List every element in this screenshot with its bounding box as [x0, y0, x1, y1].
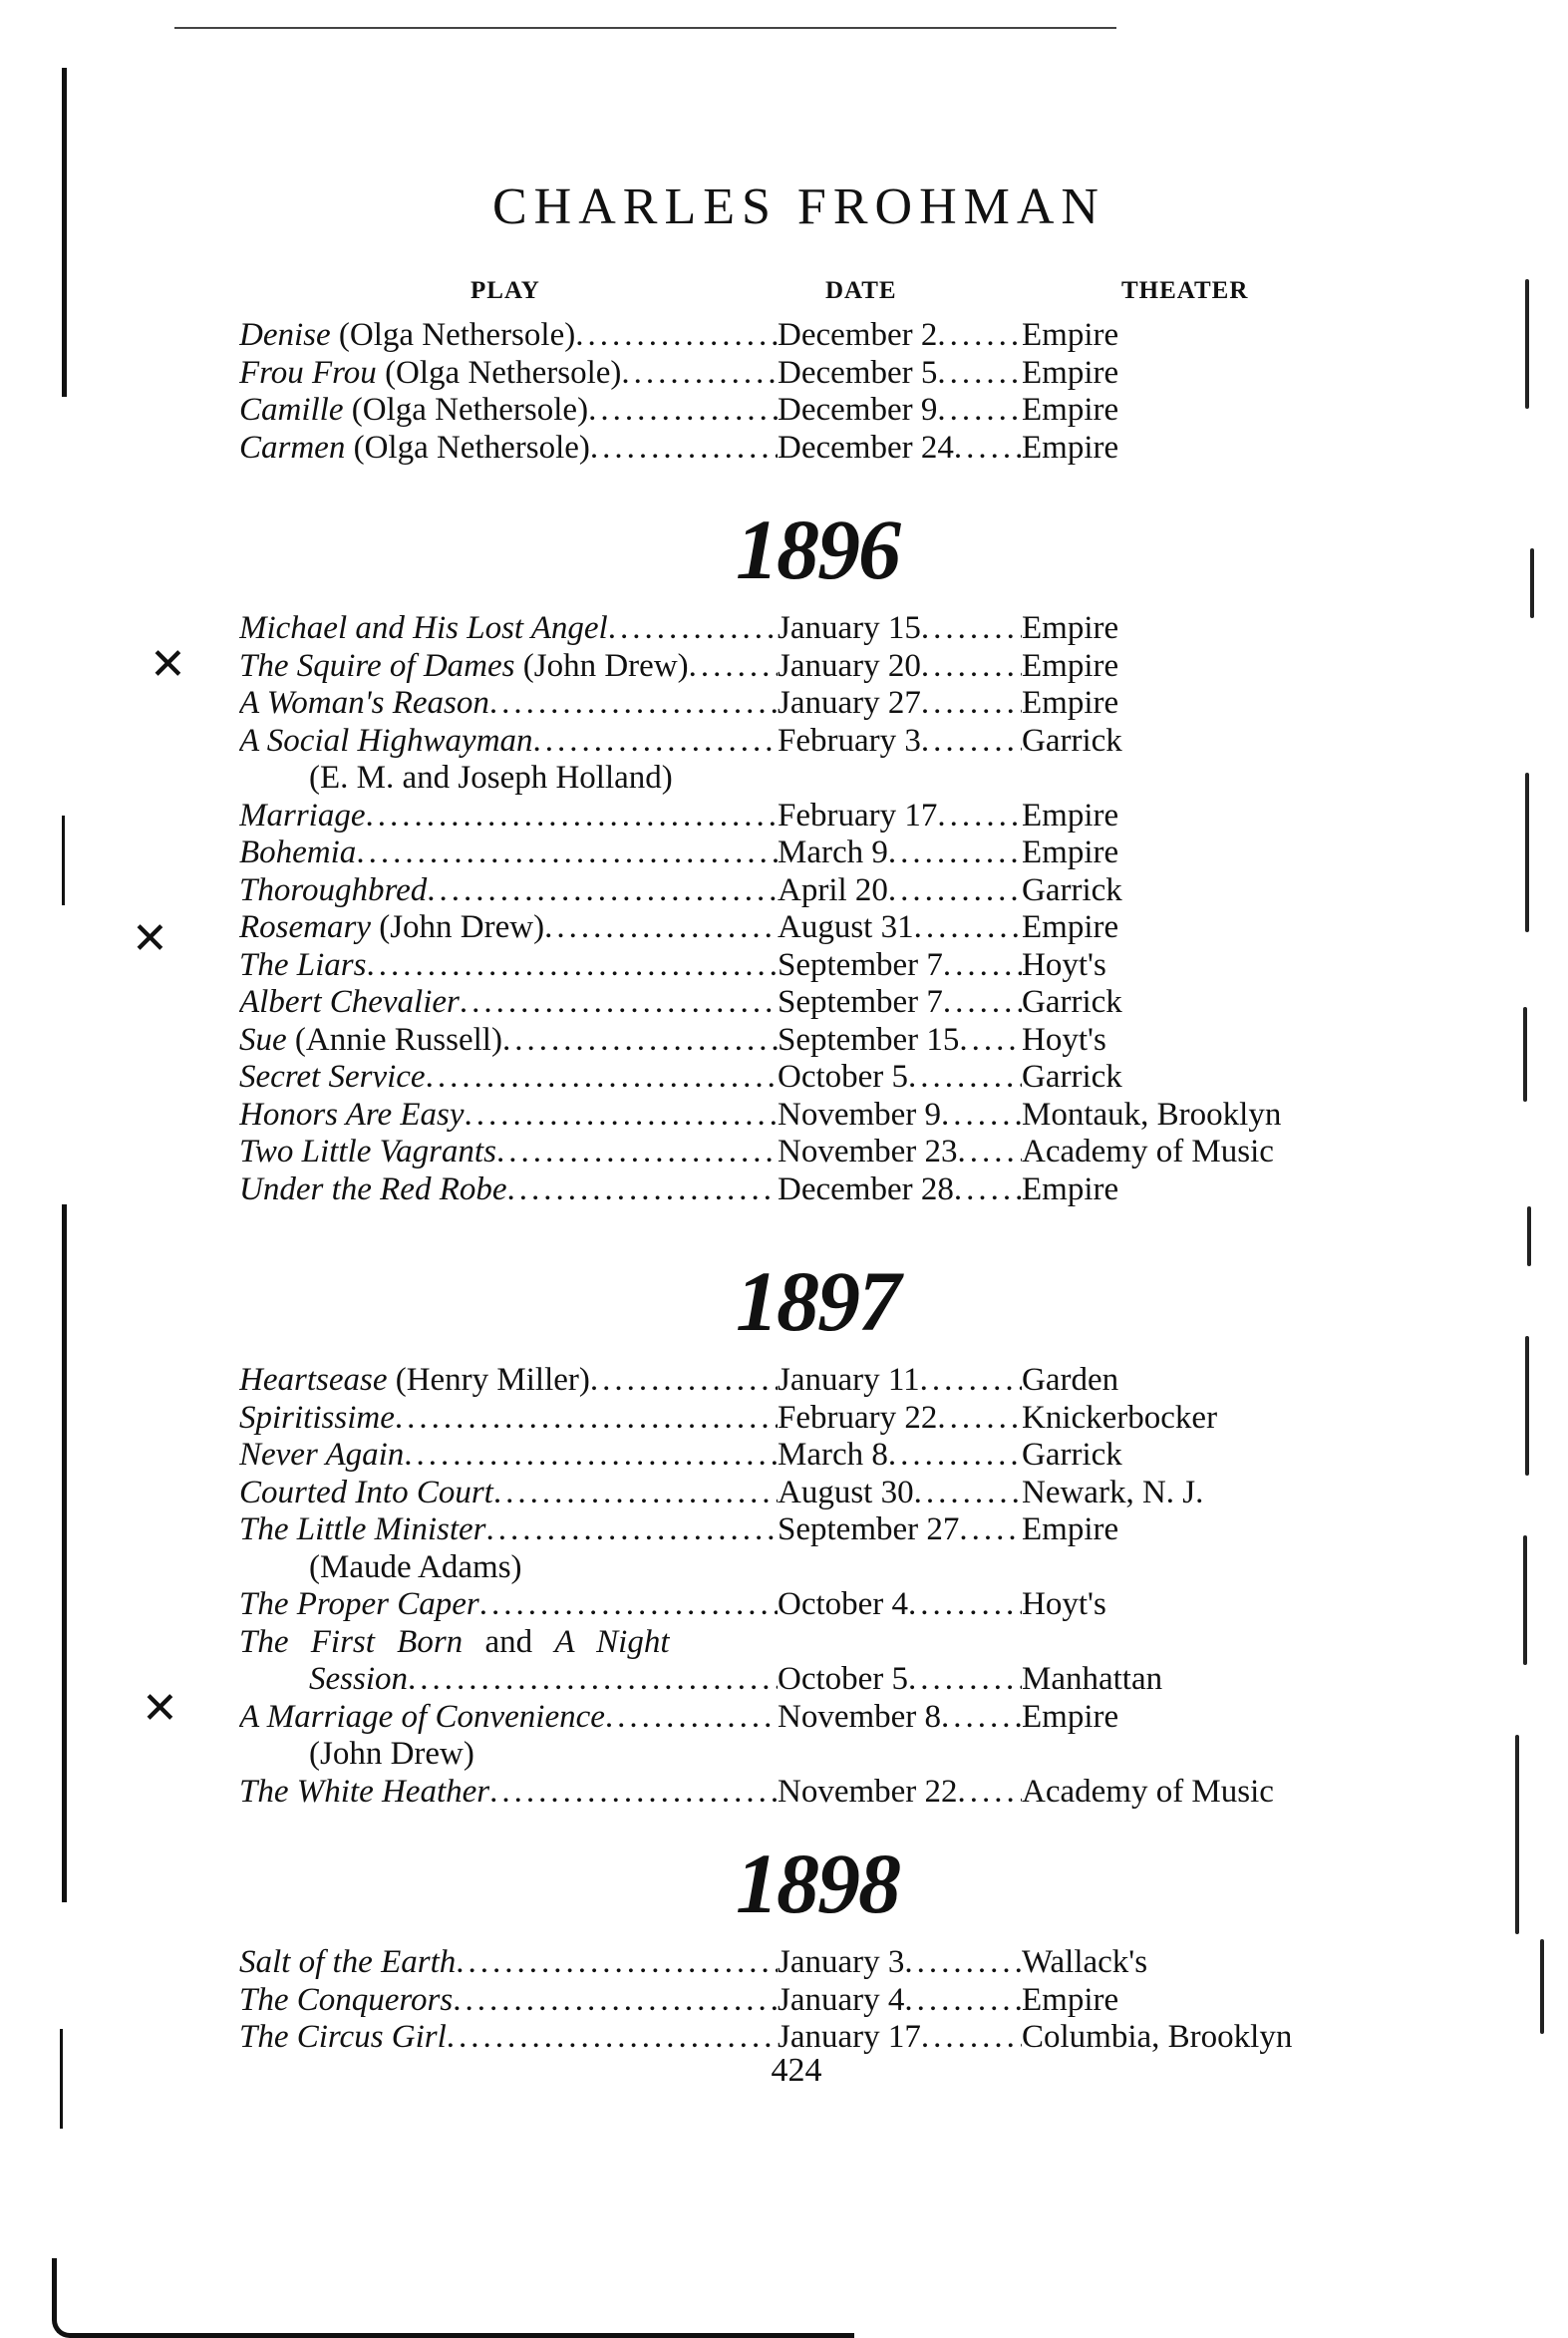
- play-title: Albert Chevalier: [239, 984, 460, 1020]
- play-row: [239, 1774, 1356, 1812]
- margin-stroke: [1540, 1939, 1544, 2034]
- page-number: 424: [771, 2052, 822, 2089]
- play-row: [239, 317, 1356, 355]
- play-theater: Empire: [1022, 317, 1119, 353]
- season-section: [239, 317, 1356, 467]
- play-list: [239, 317, 1356, 467]
- play-date: January 11: [778, 1362, 920, 1398]
- play-row: [239, 1511, 1356, 1549]
- play-row: [239, 984, 1356, 1022]
- play-title: The First Born: [239, 1623, 464, 1660]
- season-section-1898: [239, 1836, 1356, 2057]
- play-row: [239, 648, 1356, 686]
- play-date: November 23: [778, 1134, 958, 1169]
- play-date: February 22: [778, 1399, 938, 1436]
- margin-stroke: [1530, 548, 1534, 618]
- margin-stroke: [1525, 279, 1529, 409]
- play-date: January 4: [778, 1981, 905, 2018]
- play-title: Denise: [239, 317, 331, 353]
- play-date: December 5: [778, 354, 938, 391]
- play-date: October 5: [778, 1661, 909, 1697]
- play-date: January 27: [778, 685, 921, 721]
- play-row: [239, 1022, 1356, 1060]
- play-theater: Wallack's: [1022, 1944, 1148, 1980]
- play-title: Heartsease: [239, 1362, 388, 1398]
- x-mark-icon: ✕: [132, 913, 168, 964]
- play-title: Salt of the Earth: [239, 1944, 457, 1980]
- play-date: December 2: [778, 317, 938, 353]
- play-title: The White Heather: [239, 1773, 490, 1810]
- play-date: December 24: [778, 429, 954, 466]
- margin-stroke: [1525, 1336, 1529, 1476]
- play-theater: Empire: [1022, 610, 1119, 646]
- play-theater: Hoyt's: [1022, 946, 1106, 983]
- play-title: A Social Highwayman: [239, 722, 533, 759]
- play-theater: Empire: [1022, 392, 1119, 428]
- play-row: [239, 835, 1356, 872]
- margin-stroke: [1523, 1007, 1527, 1102]
- play-row: [239, 1661, 1356, 1699]
- play-theater: Garrick: [1022, 1059, 1122, 1095]
- play-date: October 5: [778, 1059, 909, 1095]
- play-cast-note: (John Drew): [309, 1736, 474, 1772]
- play-note: (John Drew): [514, 647, 689, 684]
- play-row: [239, 610, 1356, 648]
- play-date: January 3: [778, 1944, 905, 1980]
- play-theater: Empire: [1022, 835, 1119, 870]
- bottom-corner-mark: [52, 2258, 854, 2338]
- play-date: January 15: [778, 610, 921, 646]
- year-heading: 1897: [736, 1253, 899, 1349]
- play-title: Two Little Vagrants: [239, 1134, 496, 1169]
- play-title: The Liars: [239, 946, 367, 983]
- play-date: September 7: [778, 946, 943, 983]
- play-title: Never Again: [239, 1437, 405, 1473]
- play-row: [239, 1059, 1356, 1097]
- play-row: [239, 1982, 1356, 2020]
- play-theater: Knickerbocker: [1022, 1399, 1218, 1436]
- play-row: [239, 1134, 1356, 1171]
- play-title: Michael and His Lost Angel: [239, 610, 608, 646]
- play-row: [239, 1699, 1356, 1737]
- year-heading: 1896: [736, 501, 899, 597]
- play-date: December 9: [778, 392, 938, 428]
- column-header-date: DATE: [825, 277, 897, 304]
- play-date: September 27: [778, 1511, 960, 1547]
- play-theater: Columbia, Brooklyn: [1022, 2019, 1293, 2055]
- column-header-theater: THEATER: [1121, 277, 1249, 304]
- play-date: September 15: [778, 1021, 960, 1058]
- margin-line: [62, 1204, 67, 1902]
- page-title: CHARLES FROHMAN: [492, 178, 1105, 235]
- column-header-play: PLAY: [470, 277, 540, 304]
- play-title: Carmen: [239, 429, 346, 466]
- play-row: [239, 430, 1356, 468]
- play-note: (Henry Miller): [387, 1362, 590, 1398]
- play-row: [239, 1400, 1356, 1438]
- play-date: November 8: [778, 1698, 942, 1735]
- play-theater: Garrick: [1022, 984, 1122, 1020]
- play-title-second: A Night: [554, 1623, 670, 1660]
- play-date: January 17: [778, 2019, 921, 2055]
- play-title: Honors Are Easy: [239, 1096, 465, 1133]
- play-theater: Empire: [1022, 1511, 1119, 1547]
- play-row: [239, 1097, 1356, 1135]
- play-date: March 8: [778, 1437, 888, 1473]
- play-row: [239, 1437, 1356, 1475]
- play-row: [239, 355, 1356, 393]
- play-note: (Olga Nethersole): [343, 392, 589, 428]
- play-theater: Montauk, Brooklyn: [1022, 1096, 1282, 1133]
- play-theater: Empire: [1022, 909, 1119, 945]
- play-theater: Empire: [1022, 354, 1119, 391]
- play-title: Thoroughbred: [239, 871, 428, 908]
- play-title: The Little Minister: [239, 1511, 486, 1547]
- margin-stroke: [1515, 1735, 1519, 1934]
- play-theater: Hoyt's: [1022, 1586, 1106, 1622]
- play-date: December 28: [778, 1170, 954, 1207]
- season-section-1896: [239, 501, 1356, 1208]
- play-date: April 20: [778, 871, 888, 908]
- play-date: September 7: [778, 984, 943, 1020]
- play-row: [239, 872, 1356, 910]
- play-theater: Academy of Music: [1022, 1134, 1274, 1169]
- play-list: [239, 1944, 1356, 2057]
- play-theater: Empire: [1022, 429, 1119, 466]
- play-title: The Proper Caper: [239, 1586, 479, 1622]
- play-title: Courted Into Court: [239, 1474, 493, 1510]
- top-rule: [174, 27, 1116, 29]
- play-list: [239, 1362, 1356, 1811]
- play-note: (Olga Nethersole): [345, 429, 590, 466]
- play-theater: Garrick: [1022, 871, 1122, 908]
- play-theater: Hoyt's: [1022, 1021, 1106, 1058]
- season-section-1897: [239, 1253, 1356, 1811]
- play-date: November 22: [778, 1773, 958, 1810]
- x-mark-icon: ✕: [142, 1683, 178, 1734]
- play-title: A Marriage of Convenience: [239, 1698, 605, 1735]
- play-title: Rosemary: [239, 909, 371, 945]
- play-title: Camille: [239, 392, 344, 428]
- play-note: (Olga Nethersole): [330, 317, 576, 353]
- x-mark-icon: ✕: [150, 639, 186, 690]
- play-cast-note: (Maude Adams): [309, 1548, 522, 1585]
- margin-line: [62, 816, 65, 905]
- play-theater: Empire: [1022, 685, 1119, 721]
- play-row: [239, 1944, 1356, 1982]
- play-theater: Empire: [1022, 1981, 1119, 2018]
- play-theater: Garrick: [1022, 722, 1122, 759]
- play-title: Spiritissime: [239, 1399, 395, 1436]
- play-date: February 17: [778, 797, 938, 834]
- play-row: [239, 723, 1356, 761]
- play-list: [239, 610, 1356, 1208]
- play-row: [239, 2019, 1356, 2057]
- play-note: (Olga Nethersole): [376, 354, 622, 391]
- play-date: January 20: [778, 647, 921, 684]
- play-title: Secret Service: [239, 1059, 426, 1095]
- play-date: November 9: [778, 1096, 942, 1133]
- play-theater: Manhattan: [1022, 1661, 1163, 1697]
- play-title: The Squire of Dames: [239, 647, 515, 684]
- play-row: [239, 1171, 1356, 1209]
- play-theater: Garrick: [1022, 1437, 1122, 1473]
- play-note: and: [463, 1623, 555, 1660]
- play-row: [239, 1624, 1356, 1662]
- play-date: February 3: [778, 722, 921, 759]
- play-cast-note: (E. M. and Joseph Holland): [309, 760, 673, 796]
- play-row: [239, 1362, 1356, 1400]
- play-theater: Empire: [1022, 797, 1119, 834]
- play-date: August 30: [778, 1474, 914, 1510]
- play-theater: Academy of Music: [1022, 1773, 1274, 1810]
- play-theater: Newark, N. J.: [1022, 1474, 1204, 1510]
- play-row: [239, 685, 1356, 723]
- play-row: [239, 1586, 1356, 1624]
- play-title: Sue: [239, 1021, 287, 1058]
- play-date: August 31: [778, 909, 914, 945]
- margin-stroke: [1527, 1206, 1531, 1266]
- play-date: October 4: [778, 1586, 909, 1622]
- play-title: Frou Frou: [239, 354, 377, 391]
- margin-stroke: [1525, 773, 1529, 932]
- play-date: March 9: [778, 835, 888, 870]
- play-title: Marriage: [239, 797, 366, 834]
- play-row: [239, 947, 1356, 985]
- play-row: [239, 798, 1356, 835]
- play-title: The Conquerors: [239, 1981, 454, 2018]
- play-theater: Garden: [1022, 1362, 1119, 1398]
- play-title: Bohemia: [239, 835, 357, 870]
- play-row: [239, 1475, 1356, 1512]
- play-title: The Circus Girl: [239, 2019, 447, 2055]
- play-note: (Annie Russell): [286, 1021, 502, 1058]
- play-title: Session: [309, 1661, 408, 1697]
- margin-stroke: [1523, 1535, 1527, 1665]
- play-row: [239, 909, 1356, 947]
- play-theater: Empire: [1022, 647, 1119, 684]
- year-heading: 1898: [736, 1836, 899, 1931]
- play-title: A Woman's Reason: [239, 685, 489, 721]
- play-theater: Empire: [1022, 1698, 1119, 1735]
- play-note: (John Drew): [370, 909, 545, 945]
- play-theater: Empire: [1022, 1170, 1119, 1207]
- play-row: [239, 392, 1356, 430]
- play-title: Under the Red Robe: [239, 1170, 507, 1207]
